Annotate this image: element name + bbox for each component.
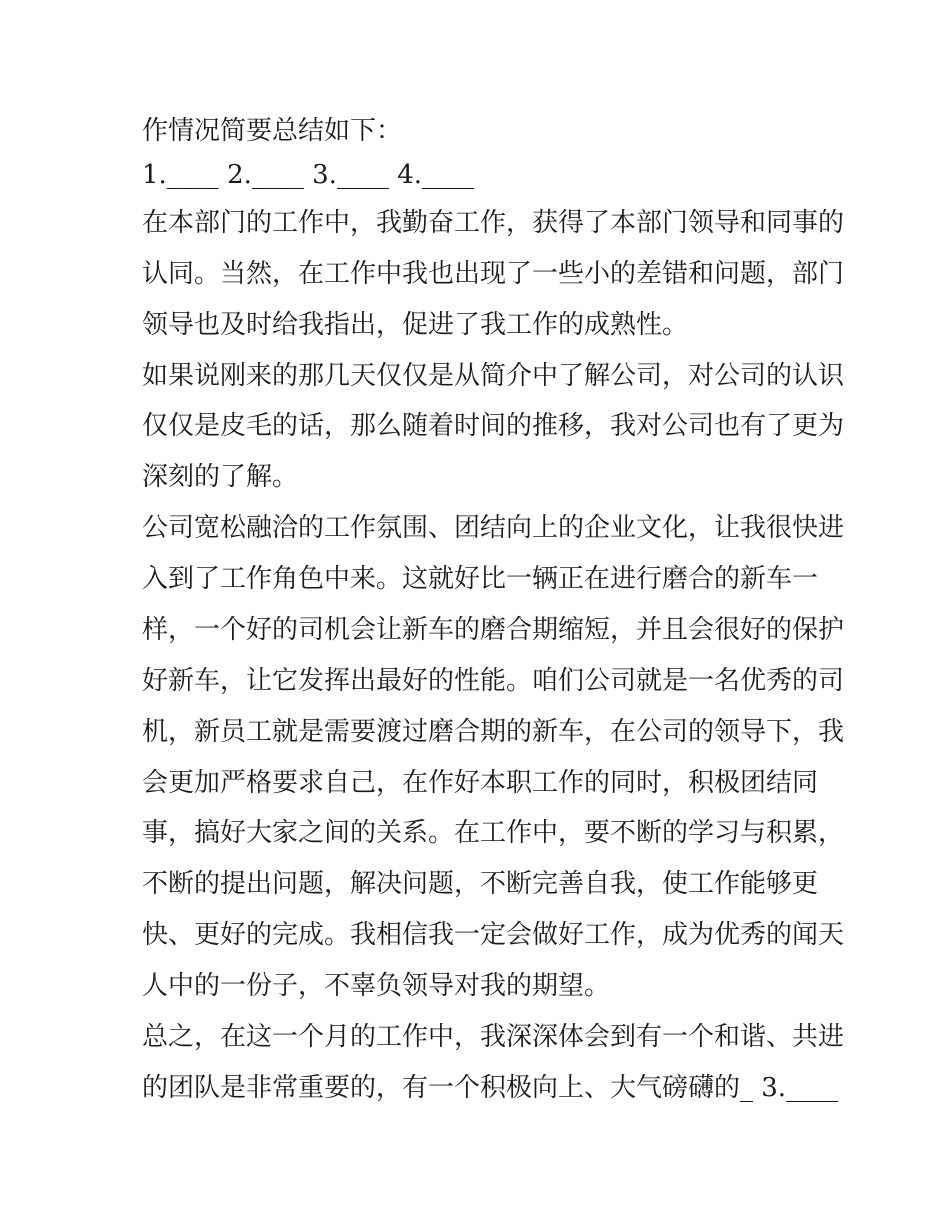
text-line: 的团队是非常重要的，有一个积极向上、大气磅礴的_ 3.____	[142, 1073, 839, 1103]
text-line: 机，新员工就是需要渡过磨合期的新车，在公司的领导下，我	[142, 717, 845, 747]
text-line: 会更加严格要求自己，在作好本职工作的同时，积极团结同	[142, 768, 819, 798]
text-line: 入到了工作角色中来。这就好比一辆正在进行磨合的新车一	[142, 564, 819, 594]
text-line: 深刻的了解。	[142, 462, 299, 492]
text-line: 领导也及时给我指出，促进了我工作的成熟性。	[142, 310, 689, 340]
text-line: 好新车，让它发挥出最好的性能。咱们公司就是一名优秀的司	[142, 666, 845, 696]
text-line: 作情况简要总结如下：	[142, 116, 403, 146]
blank-list-line: 1.____ 2.____ 3.____ 4.____	[142, 160, 475, 190]
text-line: 样，一个好的司机会让新车的磨合期缩短，并且会很好的保护	[142, 615, 845, 645]
text-line: 总之，在这一个月的工作中，我深深体会到有一个和谐、共进	[142, 1022, 845, 1052]
text-line: 认同。当然，在工作中我也出现了一些小的差错和问题，部门	[142, 259, 845, 289]
text-line: 快、更好的完成。我相信我一定会做好工作，成为优秀的闻天	[142, 920, 845, 950]
text-line: 不断的提出问题，解决问题，不断完善自我，使工作能够更	[142, 869, 819, 899]
text-line: 在本部门的工作中，我勤奋工作，获得了本部门领导和同事的	[142, 208, 845, 238]
text-line: 如果说刚来的那几天仅仅是从简介中了解公司，对公司的认识	[142, 361, 845, 391]
text-line: 仅仅是皮毛的话，那么随着时间的推移，我对公司也有了更为	[142, 411, 845, 441]
text-line: 公司宽松融洽的工作氛围、团结向上的企业文化，让我很快进	[142, 513, 845, 543]
text-line: 事，搞好大家之间的关系。在工作中，要不断的学习与积累，	[142, 818, 845, 848]
text-line: 人中的一份子，不辜负领导对我的期望。	[142, 971, 611, 1001]
